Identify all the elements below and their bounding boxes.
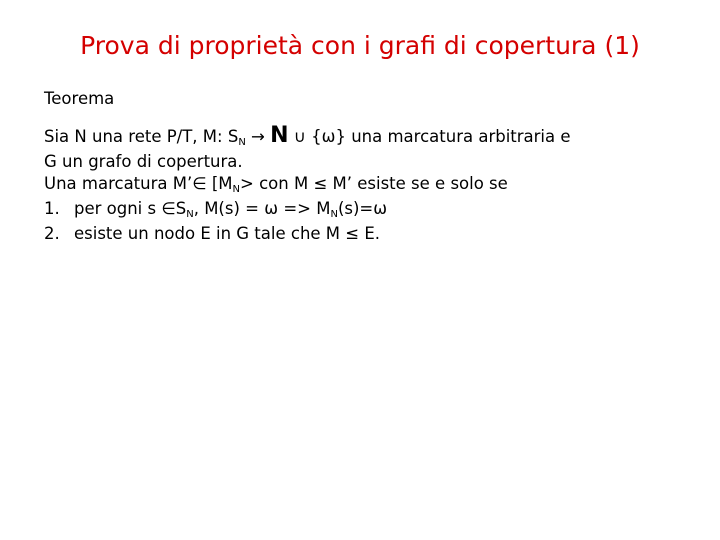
condition-item-2: [44, 223, 684, 245]
line1-subscript: N: [238, 137, 246, 148]
line1-prefix: Sia N una rete P/T, M: S: [44, 127, 239, 146]
implies-symbol: =>: [283, 199, 311, 218]
natural-numbers-symbol: N: [270, 123, 289, 148]
item1-number: 1.: [44, 199, 60, 218]
line3-suffix: M’ esiste se e solo se: [332, 174, 508, 193]
arrow-symbol: →: [251, 127, 265, 146]
item2-number: 2.: [44, 224, 60, 243]
line1-suffix: una marcatura arbitraria e: [351, 127, 571, 146]
slide-title: Prova di proprietà con i grafi di copertura (1): [80, 31, 640, 60]
omega-set: {ω}: [311, 127, 346, 146]
item1-subscript-2: N: [330, 209, 338, 220]
item1-m: M: [316, 199, 331, 218]
item1-prefix: per ogni s: [74, 199, 157, 218]
element-of-symbol: ∈: [161, 199, 176, 218]
union-symbol: ∪: [293, 127, 306, 146]
theorem-line-1: [44, 123, 684, 151]
leq-symbol: ≤: [313, 174, 328, 193]
item2-prefix: esiste un nodo E in G tale che M: [74, 224, 341, 243]
item1-subscript: N: [186, 209, 194, 220]
line3-prefix: Una marcatura M’∈ [M: [44, 174, 233, 193]
item1-middle: , M(s) =: [193, 199, 259, 218]
omega-symbol: ω: [264, 199, 279, 218]
item2-suffix: E.: [364, 224, 381, 243]
item1-s: S: [175, 199, 187, 218]
item1-tail: (s)=ω: [337, 199, 388, 218]
theorem-heading: Teorema: [44, 89, 115, 108]
line3-middle: > con M: [240, 174, 309, 193]
theorem-line-2: G un grafo di copertura.: [44, 152, 243, 171]
slide-body: [44, 88, 684, 245]
theorem-line-3: [44, 173, 684, 198]
line3-subscript: N: [232, 184, 241, 195]
leq-symbol-2: ≤: [345, 224, 360, 243]
condition-item-1: [44, 198, 684, 223]
